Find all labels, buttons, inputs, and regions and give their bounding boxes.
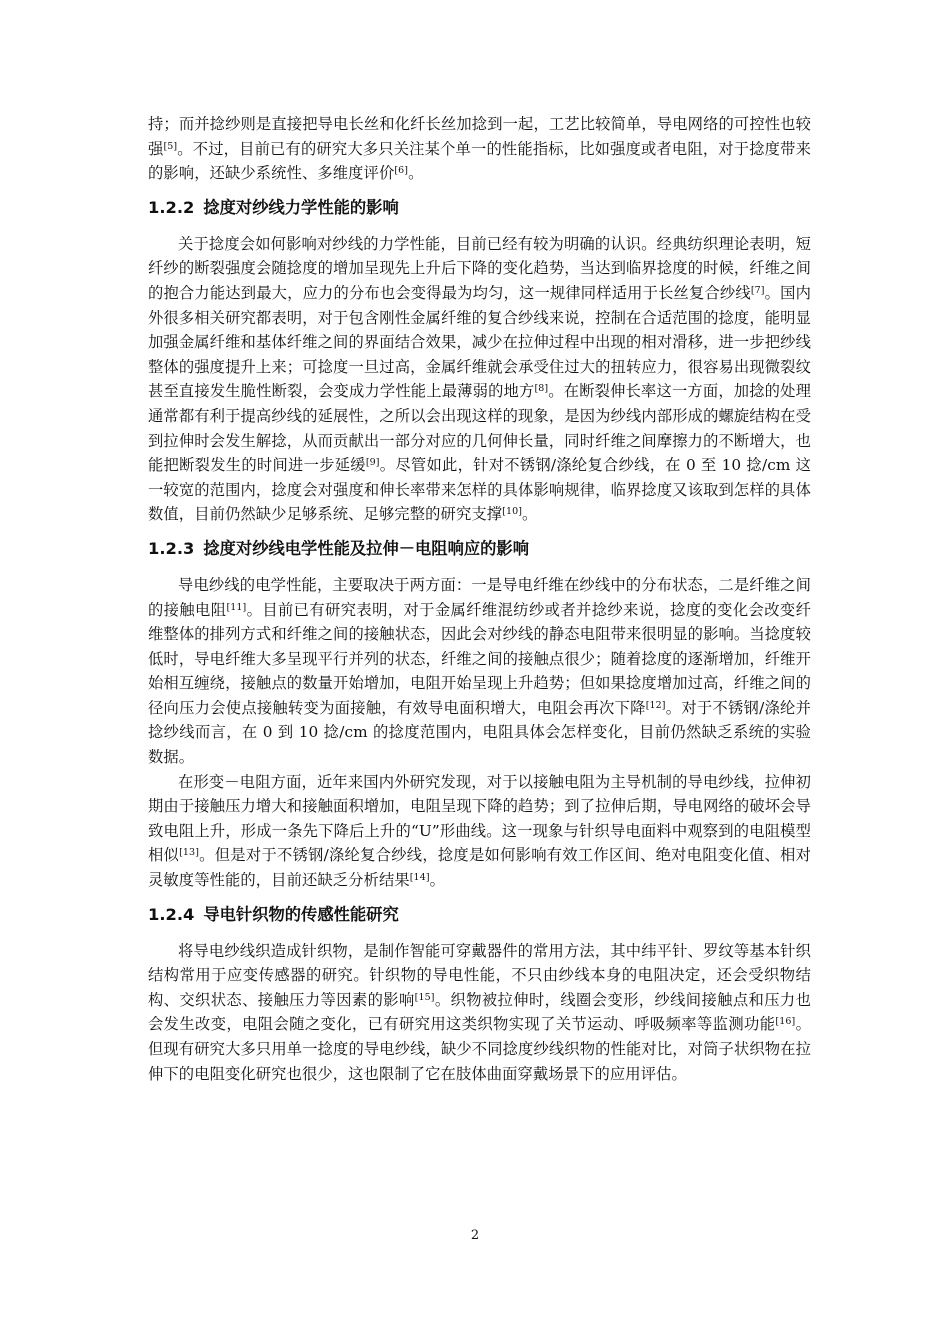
- text-segment: 。在断裂伸长率这一方面，加捻的处理通常都有利于提高纱线的延展性，之所以会出现这样的现象，是因为纱线内部形成的螺旋结构在受到拉伸时会发生解捻，从而贡献出一部分对应的几何伸长量，同时纤维之间摩擦力的不断增大，也能把断裂发生的时间进一步延缓: [148, 382, 811, 475]
- citation-ref: [9]: [365, 457, 380, 469]
- document-body: [148, 112, 811, 1086]
- text-segment: 关于捻度会如何影响对纱线的力学性能，目前已经有较为明确的认识。经典纺织理论表明，短纤纱的断裂强度会随捻度的增加呈现先上升后下降的变化趋势，当达到临界捻度的时候，纤维之间的抱合力能达到最大，应力的分布也会变得最为均匀，这一规律同样适用于长丝复合纱线: [148, 234, 811, 302]
- page-number: 2: [470, 1228, 480, 1243]
- text-segment: 。国内外很多相关研究都表明，对于包含刚性金属纤维的复合纱线来说，控制在合适范围的捻度，能明显加强金属纤维和基体纤维之间的界面结合效果，减少在拉伸过程中出现的相对滑移，进一步把纱线整体的强度提升上来；可捻度一旦过高，金属纤维就会承受住过大的扭转应力，很容易出现微裂纹甚至直接发生脆性断裂，会变成力学性能上最薄弱的地方: [148, 283, 811, 401]
- citation-ref: [13]: [179, 847, 200, 859]
- section-title: 导电针织物的传感性能研究: [203, 904, 399, 924]
- citation-ref: [14]: [409, 872, 430, 884]
- section-number: 1.2.4: [148, 904, 195, 924]
- text-segment: 。但是对于不锈钢/涤纶复合纱线，捻度是如何影响有效工作区间、绝对电阻变化值、相对灵敏度等性能的，目前还缺乏分析结果: [148, 846, 811, 890]
- text-segment: 。: [429, 871, 446, 890]
- citation-ref: [15]: [414, 991, 435, 1003]
- text-segment: 。对于不锈钢/涤纶并捻纱线而言，在 0 到 10 捻/cm 的捻度范围内，电阻具体会怎样变化，目前仍然缺乏系统的实验数据。: [148, 698, 811, 767]
- text-segment: 。目前已有研究表明，对于金属纤维混纺纱或者并捻纱来说，捻度的变化会改变纤维整体的排列方式和纤维之间的接触状态，因此会对纱线的静态电阻带来很明显的影响。当捻度较低时，导电纤维大多呈现平行并列的状态，纤维之间的接触点很少；随着捻度的逐渐增加，纤维开始相互缠绕，接触点的数量开始增加，电阻开始呈现上升趋势；但如果捻度增加过高，纤维之间的径向压力会使点接触转变为面接触，有效导电面积增大，电阻会再次下降: [148, 600, 811, 717]
- paragraph-knitted-sensing: [148, 939, 811, 1087]
- citation-ref: [11]: [226, 601, 247, 613]
- section-heading-1-2-2: [148, 196, 811, 220]
- text-segment: 持；而并捻纱则是直接把导电长丝和化纤长丝加捻到一起，工艺比较简单，导电网络的可控性也较强: [148, 115, 811, 158]
- paragraph-electrical: [148, 573, 811, 770]
- text-segment: 。: [522, 505, 538, 524]
- text-segment: 将导电纱线织造成针织物，是制作智能可穿戴器件的常用方法，其中纬平针、罗纹等基本针织结构常用于应变传感器的研究。针织物的导电性能，不只由纱线本身的电阻决定，还会受织物结构、交织状态、接触压力等因素的影响: [148, 941, 811, 1009]
- section-heading-1-2-4: [148, 903, 811, 927]
- text-segment: 。尽管如此，针对不锈钢/涤纶复合纱线，在 0 至 10 捻/cm 这一较宽的范围内，捻度会对强度和伸长率带来怎样的具体影响规律，临界捻度又该取到怎样的具体数值，目前仍然缺少足够系统、足够完整的研究支撑: [148, 456, 811, 524]
- paragraph-mechanical: [148, 232, 811, 527]
- citation-ref: [7]: [750, 284, 765, 296]
- paragraph-continued: [148, 112, 811, 186]
- citation-ref: [5]: [163, 140, 178, 152]
- section-title: 捻度对纱线力学性能的影响: [203, 197, 399, 217]
- citation-ref: [16]: [775, 1016, 796, 1028]
- paragraph-strain-resistance: [148, 770, 811, 893]
- text-segment: 。但现有研究大多只用单一捻度的导电纱线，缺少不同捻度纱线织物的性能对比，对筒子状织物在拉伸下的电阻变化研究也很少，这也限制了它在肢体曲面穿戴场景下的应用评估。: [148, 1015, 811, 1083]
- citation-ref: [12]: [645, 699, 666, 711]
- text-segment: 。: [408, 164, 424, 183]
- citation-ref: [10]: [502, 506, 523, 518]
- text-segment: 。不过，目前已有的研究大多只关注某个单一的性能指标，比如强度或者电阻，对于捻度带来的影响，还缺少系统性、多维度评价: [148, 139, 811, 183]
- text-segment: 。织物被拉伸时，线圈会变形，纱线间接触点和压力也会发生改变，电阻会随之变化，已有研究用这类织物实现了关节运动、呼吸频率等监测功能: [148, 990, 812, 1034]
- section-heading-1-2-3: [148, 537, 811, 561]
- citation-ref: [8]: [534, 383, 549, 395]
- section-title: 捻度对纱线电学性能及拉伸－电阻响应的影响: [203, 538, 529, 558]
- text-segment: 在形变－电阻方面，近年来国内外研究发现，对于以接触电阻为主导机制的导电纱线，拉伸初期由于接触压力增大和接触面积增加，电阻呈现下降的趋势；到了拉伸后期，导电网络的破坏会导致电阻上升，形成一条先下降后上升的“U”形曲线。这一现象与针织导电面料中观察到的电阻模型相似: [148, 772, 811, 865]
- text-segment: 导电纱线的电学性能，主要取决于两方面：一是导电纤维在纱线中的分布状态，二是纤维之间的接触电阻: [148, 575, 811, 619]
- section-number: 1.2.2: [148, 197, 195, 217]
- section-number: 1.2.3: [148, 538, 195, 558]
- citation-ref: [6]: [394, 165, 409, 177]
